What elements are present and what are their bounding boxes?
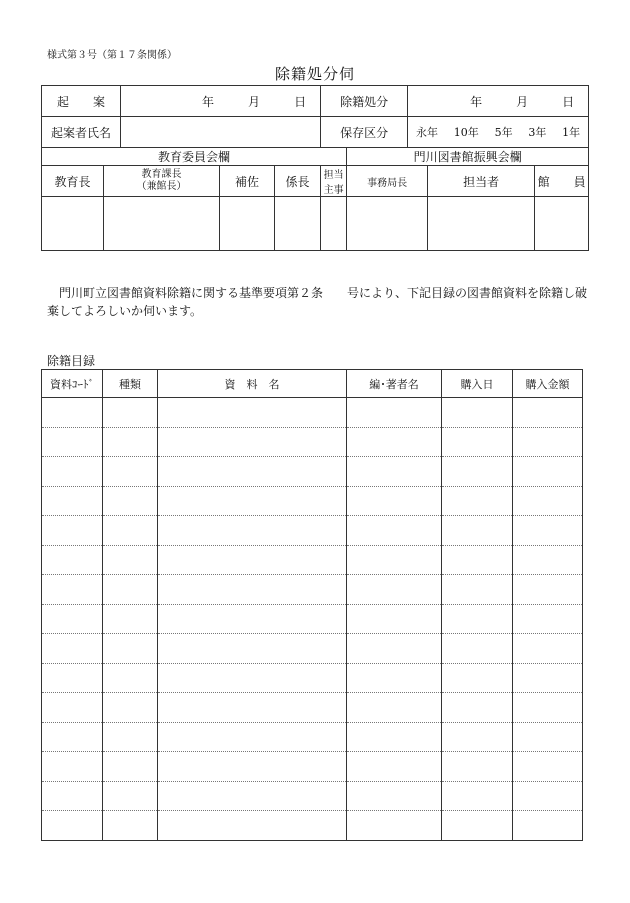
jyoseki-date-field[interactable] — [408, 86, 589, 117]
table-cell[interactable] — [158, 811, 347, 841]
table-cell[interactable] — [513, 693, 583, 723]
page-title: 除籍処分伺 — [274, 65, 355, 83]
table-cell[interactable] — [158, 752, 347, 782]
table-cell[interactable] — [103, 457, 158, 487]
table-cell[interactable] — [103, 781, 158, 811]
table-cell[interactable] — [103, 752, 158, 782]
table-row — [42, 486, 583, 516]
table-cell[interactable] — [442, 486, 513, 516]
table-cell[interactable] — [42, 516, 103, 546]
table-cell[interactable] — [513, 545, 583, 575]
table-cell[interactable] — [347, 457, 442, 487]
table-cell[interactable] — [103, 516, 158, 546]
day-label: 日 — [562, 94, 575, 109]
header-title: 資 料 名 — [158, 370, 347, 398]
col-kyoikucho: 教育長 — [42, 166, 104, 197]
hozon-option[interactable]: 1年 — [562, 126, 581, 139]
table-cell[interactable] — [103, 693, 158, 723]
table-cell[interactable] — [347, 427, 442, 457]
table-cell[interactable] — [513, 516, 583, 546]
table-cell[interactable] — [42, 693, 103, 723]
table-cell[interactable] — [347, 722, 442, 752]
stamp-box[interactable] — [321, 197, 347, 251]
table-cell[interactable] — [42, 427, 103, 457]
table-cell[interactable] — [158, 634, 347, 664]
table-cell[interactable] — [103, 575, 158, 605]
table-row — [42, 752, 583, 782]
table-row — [42, 398, 583, 428]
table-cell[interactable] — [347, 663, 442, 693]
table-cell[interactable] — [158, 722, 347, 752]
table-cell[interactable] — [158, 781, 347, 811]
stamp-box[interactable] — [535, 197, 589, 251]
form-number: 様式第３号（第１７条関係） — [47, 50, 177, 61]
approval-table — [41, 85, 589, 251]
year-label: 年 — [202, 94, 215, 109]
jyoseki-label: 除籍処分 — [321, 86, 408, 117]
table-cell[interactable] — [103, 663, 158, 693]
table-cell[interactable] — [347, 486, 442, 516]
hozon-option[interactable]: 10年 — [453, 126, 479, 139]
table-cell[interactable] — [42, 457, 103, 487]
table-cell[interactable] — [513, 575, 583, 605]
header-code: 資料ｺｰﾄﾞ — [42, 370, 103, 398]
col-kanin: 館 員 — [535, 166, 589, 197]
table-row — [42, 663, 583, 693]
table-cell[interactable] — [442, 427, 513, 457]
table-cell[interactable] — [103, 811, 158, 841]
table-row — [42, 811, 583, 841]
col-tanto-shuji: 担当主事 — [321, 166, 347, 197]
year-label: 年 — [470, 94, 483, 109]
hozon-option[interactable]: 3年 — [528, 126, 547, 139]
table-cell[interactable] — [103, 604, 158, 634]
hozon-options[interactable] — [408, 117, 589, 148]
edu-committee-header: 教育委員会欄 — [42, 148, 347, 166]
table-cell[interactable] — [158, 457, 347, 487]
table-cell[interactable] — [103, 634, 158, 664]
hozon-option[interactable]: 永年 — [415, 126, 438, 139]
library-assoc-header: 門川図書館振興会欄 — [347, 148, 589, 166]
table-cell[interactable] — [513, 663, 583, 693]
kian-date-field[interactable] — [121, 86, 321, 117]
header-price: 購入金額 — [513, 370, 583, 398]
table-cell[interactable] — [158, 427, 347, 457]
table-cell[interactable] — [347, 781, 442, 811]
table-cell[interactable] — [513, 722, 583, 752]
table-cell[interactable] — [513, 398, 583, 428]
table-cell[interactable] — [42, 722, 103, 752]
table-cell[interactable] — [513, 634, 583, 664]
table-cell[interactable] — [347, 516, 442, 546]
stamp-box[interactable] — [428, 197, 535, 251]
table-row — [42, 722, 583, 752]
table-row — [42, 781, 583, 811]
table-row — [42, 604, 583, 634]
table-cell[interactable] — [42, 752, 103, 782]
table-cell[interactable] — [513, 781, 583, 811]
table-cell[interactable] — [42, 545, 103, 575]
col-tantosha: 担当者 — [428, 166, 535, 197]
table-cell[interactable] — [347, 545, 442, 575]
table-cell[interactable] — [42, 811, 103, 841]
table-row — [42, 457, 583, 487]
col-jimukyokucho: 事務局長 — [347, 166, 428, 197]
table-row — [42, 634, 583, 664]
table-cell[interactable] — [442, 752, 513, 782]
table-cell[interactable] — [103, 427, 158, 457]
table-cell[interactable] — [347, 811, 442, 841]
hozon-label: 保存区分 — [321, 117, 408, 148]
table-cell[interactable] — [42, 634, 103, 664]
table-cell[interactable] — [158, 604, 347, 634]
month-label: 月 — [516, 94, 529, 109]
table-cell[interactable] — [513, 486, 583, 516]
table-cell[interactable] — [42, 398, 103, 428]
table-cell[interactable] — [513, 604, 583, 634]
table-cell[interactable] — [158, 486, 347, 516]
stamp-box[interactable] — [275, 197, 321, 251]
table-cell[interactable] — [442, 781, 513, 811]
table-cell[interactable] — [442, 516, 513, 546]
table-cell[interactable] — [103, 486, 158, 516]
kian-label: 起 案 — [42, 86, 121, 117]
header-purchase-date: 購入日 — [442, 370, 513, 398]
col-hosa: 補佐 — [220, 166, 275, 197]
col-kakaricho: 係長 — [275, 166, 321, 197]
table-cell[interactable] — [513, 811, 583, 841]
table-cell[interactable] — [442, 634, 513, 664]
table-cell[interactable] — [158, 693, 347, 723]
table-cell[interactable] — [442, 457, 513, 487]
table-cell[interactable] — [347, 634, 442, 664]
table-row — [42, 575, 583, 605]
table-cell[interactable] — [158, 575, 347, 605]
table-cell[interactable] — [158, 663, 347, 693]
table-row — [42, 545, 583, 575]
table-cell[interactable] — [42, 781, 103, 811]
table-cell[interactable] — [513, 752, 583, 782]
stamp-box[interactable] — [104, 197, 220, 251]
table-cell[interactable] — [347, 604, 442, 634]
table-cell[interactable] — [442, 811, 513, 841]
kiansha-field[interactable] — [121, 117, 321, 148]
table-cell[interactable] — [158, 545, 347, 575]
table-cell[interactable] — [442, 722, 513, 752]
table-cell[interactable] — [442, 398, 513, 428]
table-cell[interactable] — [103, 722, 158, 752]
table-row — [42, 427, 583, 457]
table-cell[interactable] — [442, 545, 513, 575]
list-label: 除籍目録 — [47, 354, 96, 368]
table-cell[interactable] — [347, 575, 442, 605]
month-label: 月 — [248, 94, 261, 109]
table-row — [42, 516, 583, 546]
table-cell[interactable] — [513, 457, 583, 487]
table-cell[interactable] — [42, 486, 103, 516]
table-row — [42, 693, 583, 723]
table-cell[interactable] — [513, 427, 583, 457]
table-cell[interactable] — [42, 575, 103, 605]
day-label: 日 — [294, 94, 307, 109]
col-kyoikukacho: 教育課長 （兼館長） — [104, 166, 220, 197]
table-cell[interactable] — [442, 693, 513, 723]
header-type: 種類 — [103, 370, 158, 398]
hozon-option[interactable]: 5年 — [494, 126, 513, 139]
table-cell[interactable] — [42, 663, 103, 693]
intro-text: 門川町立図書館資料除籍に関する基準要項第２条 号により、下記目録の図書館資料を除籍し破棄してよろしいか伺います。 — [47, 286, 588, 318]
table-cell[interactable] — [158, 516, 347, 546]
table-cell[interactable] — [442, 663, 513, 693]
table-cell[interactable] — [42, 604, 103, 634]
table-cell[interactable] — [103, 545, 158, 575]
table-cell[interactable] — [103, 398, 158, 428]
table-cell[interactable] — [347, 398, 442, 428]
table-cell[interactable] — [158, 398, 347, 428]
table-cell[interactable] — [347, 693, 442, 723]
table-cell[interactable] — [442, 575, 513, 605]
kiansha-label: 起案者氏名 — [42, 117, 121, 148]
table-cell[interactable] — [442, 604, 513, 634]
stamp-box[interactable] — [347, 197, 428, 251]
table-cell[interactable] — [347, 752, 442, 782]
stamp-box[interactable] — [220, 197, 275, 251]
stamp-box[interactable] — [42, 197, 104, 251]
disposal-list-table — [41, 369, 583, 841]
header-author: 編･著者名 — [347, 370, 442, 398]
